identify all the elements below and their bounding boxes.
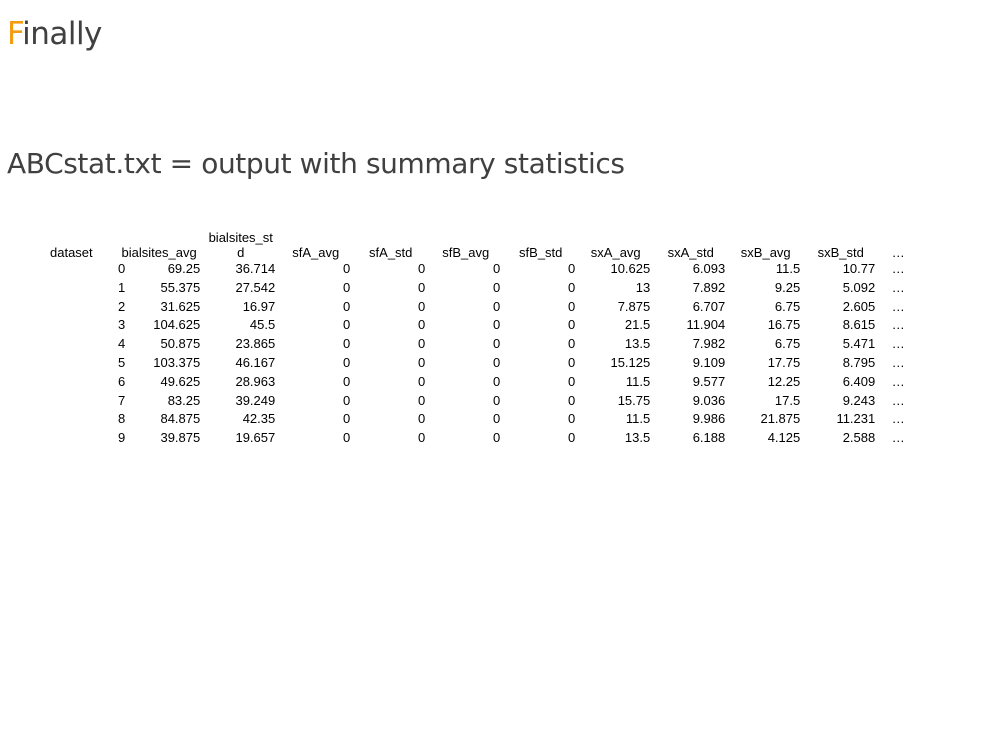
table-cell: 0 (493, 411, 501, 427)
table-row (40, 410, 918, 429)
table-cell: … (891, 298, 905, 314)
table-cell: 6.707 (692, 298, 726, 314)
table-cell: 0 (493, 392, 501, 408)
table-cell-blank (40, 316, 115, 335)
table-cell: 6.75 (774, 298, 801, 314)
table-cell: 49.625 (160, 373, 201, 389)
column-header: … (891, 245, 905, 260)
table-cell: 0 (343, 373, 351, 389)
table-body (40, 260, 918, 448)
table-cell: 104.625 (153, 317, 201, 333)
table-cell: 4.125 (767, 430, 801, 446)
table-cell: 6 (118, 373, 126, 389)
table-cell: 11.904 (686, 317, 726, 333)
table-cell: 7.892 (692, 279, 726, 295)
table-cell: 0 (418, 430, 426, 446)
table-cell: 13 (635, 279, 651, 295)
table-cell: 4 (118, 336, 126, 352)
table-cell: 0 (418, 392, 426, 408)
table-cell: 0 (568, 336, 576, 352)
table-cell: 11.5 (775, 261, 801, 276)
table-cell: 6.75 (774, 336, 801, 352)
table-cell: 15.125 (610, 354, 651, 370)
table-cell-blank (40, 429, 115, 448)
table-cell: 10.77 (842, 261, 876, 276)
table-cell-blank (40, 260, 115, 279)
table-cell: 16.97 (242, 298, 276, 314)
table-cell-blank (40, 279, 115, 298)
table-cell: 5.471 (842, 336, 876, 352)
table-cell: 9 (118, 430, 126, 446)
table-cell: 0 (343, 354, 351, 370)
table-cell: 0 (418, 411, 426, 427)
table-cell: 11.5 (625, 411, 651, 427)
table-cell: 0 (568, 373, 576, 389)
table-cell: 55.375 (160, 279, 201, 295)
table-cell: 8.615 (842, 317, 876, 333)
table-cell: 0 (493, 336, 501, 352)
table-cell: 5.092 (842, 279, 876, 295)
table-cell: 0 (493, 279, 501, 295)
column-header: sxB_std (817, 245, 864, 260)
table-cell: 0 (343, 298, 351, 314)
table-cell: 42.35 (242, 411, 276, 427)
table-cell: 9.25 (774, 279, 801, 295)
table-cell: 10.625 (610, 261, 651, 276)
table-cell: … (891, 411, 905, 427)
table-row (40, 279, 918, 298)
table-row (40, 316, 918, 335)
table-cell: 9.109 (692, 354, 726, 370)
table-cell: 39.249 (235, 392, 276, 408)
column-header: sfA_avg (292, 245, 340, 260)
table-row (40, 335, 918, 354)
table-cell: 6.409 (842, 373, 876, 389)
table-cell: … (891, 317, 905, 333)
table-cell: 8 (118, 411, 126, 427)
table-header-row (40, 230, 918, 260)
table-cell: 0 (418, 261, 426, 276)
table-cell: 0 (568, 261, 576, 276)
table-cell: 11.5 (625, 373, 651, 389)
table-cell: 2.605 (842, 298, 876, 314)
table-cell: 31.625 (160, 298, 201, 314)
table-cell: 28.963 (235, 373, 276, 389)
table-cell: 21.875 (760, 411, 801, 427)
slide-title (7, 14, 102, 54)
table-cell: 27.542 (235, 279, 276, 295)
table-cell: 13.5 (624, 336, 651, 352)
table-cell: 0 (568, 392, 576, 408)
column-header: sxB_avg (740, 245, 791, 260)
table-row (40, 373, 918, 392)
column-header: sfB_std (519, 245, 563, 260)
table-cell: … (891, 354, 905, 370)
table-cell: 0 (568, 411, 576, 427)
table-cell: 12.25 (767, 373, 801, 389)
table-cell: 9.577 (692, 373, 726, 389)
table-cell: 7.875 (617, 298, 651, 314)
table-cell: 50.875 (160, 336, 201, 352)
table-cell: 16.75 (767, 317, 801, 333)
table-row (40, 260, 918, 279)
table-cell: 0 (418, 317, 426, 333)
table-cell: 2 (118, 298, 126, 314)
table-cell: 7.982 (692, 336, 726, 352)
table-cell: 45.5 (249, 317, 276, 333)
table-cell: 13.5 (624, 430, 651, 446)
table-cell: 0 (343, 430, 351, 446)
slide-title-first-letter: F (7, 16, 23, 52)
table-cell: 9.243 (842, 392, 876, 408)
table-cell: 0 (343, 336, 351, 352)
column-header: bialsites_avg (121, 245, 197, 260)
table-cell: 1 (118, 279, 126, 295)
table-cell: … (891, 373, 905, 389)
table-cell: 21.5 (624, 317, 651, 333)
table-cell: 9.986 (692, 411, 726, 427)
table-cell: 9.036 (692, 392, 726, 408)
table-cell: 15.75 (617, 392, 651, 408)
table-cell: … (891, 261, 905, 276)
column-header: bialsites_std (208, 230, 273, 260)
table-cell: 19.657 (235, 430, 276, 446)
table-cell: 0 (568, 298, 576, 314)
table-cell: 3 (118, 317, 126, 333)
table-cell: 0 (343, 317, 351, 333)
table-cell: 5 (118, 354, 126, 370)
column-header: sxA_avg (590, 245, 641, 260)
table-cell-blank (40, 298, 115, 317)
table-cell: 0 (568, 354, 576, 370)
table-cell: 69.25 (167, 261, 201, 276)
table-cell: 0 (493, 298, 501, 314)
table-cell: 0 (418, 279, 426, 295)
table-cell: 46.167 (235, 354, 276, 370)
table-cell-blank (40, 335, 115, 354)
table-cell: … (891, 392, 905, 408)
summary-statistics-table (40, 230, 918, 448)
table-row (40, 354, 918, 373)
table-cell: 0 (493, 430, 501, 446)
table-cell: 84.875 (160, 411, 201, 427)
table-cell: 0 (343, 392, 351, 408)
table-cell: 0 (418, 373, 426, 389)
column-header: sfA_std (369, 245, 413, 260)
slide-subtitle: ABCstat.txt = output with summary statistics (7, 147, 625, 180)
table-cell: 6.093 (692, 261, 726, 276)
table-cell: 103.375 (153, 354, 201, 370)
table-cell: … (891, 430, 905, 446)
table-cell-blank (40, 373, 115, 392)
table-cell-blank (40, 410, 115, 429)
table-cell: 0 (343, 411, 351, 427)
table-cell: 0 (568, 279, 576, 295)
table-cell: 0 (118, 261, 126, 276)
table-cell: 83.25 (167, 392, 201, 408)
column-header: dataset (50, 245, 93, 260)
table-cell: 2.588 (842, 430, 876, 446)
table-cell: 0 (493, 354, 501, 370)
table-cell: 39.875 (160, 430, 201, 446)
table-cell: 0 (418, 354, 426, 370)
table-cell: 0 (493, 317, 501, 333)
table-cell: 23.865 (235, 336, 276, 352)
table-cell: 17.5 (774, 392, 801, 408)
table-cell: 7 (118, 392, 126, 408)
table-cell: 0 (493, 373, 501, 389)
table-cell: 0 (418, 298, 426, 314)
table-cell: … (891, 279, 905, 295)
table-cell: 0 (568, 430, 576, 446)
table-cell: 0 (568, 317, 576, 333)
table-cell: 36.714 (235, 261, 276, 276)
table-cell: 8.795 (842, 354, 876, 370)
table-cell: 0 (343, 279, 351, 295)
column-header: sfB_avg (442, 245, 490, 260)
table-row (40, 429, 918, 448)
table-cell: 0 (493, 261, 501, 276)
table-cell: 6.188 (692, 430, 726, 446)
slide-title-rest: inally (22, 16, 102, 52)
table-cell: 17.75 (767, 354, 801, 370)
table-row (40, 392, 918, 411)
table-cell-blank (40, 354, 115, 373)
table-row (40, 298, 918, 317)
table-cell: 0 (343, 261, 351, 276)
table-cell-blank (40, 392, 115, 411)
table-cell: … (891, 336, 905, 352)
table-cell: 11.231 (836, 411, 876, 427)
column-header: sxA_std (667, 245, 714, 260)
table-cell: 0 (418, 336, 426, 352)
